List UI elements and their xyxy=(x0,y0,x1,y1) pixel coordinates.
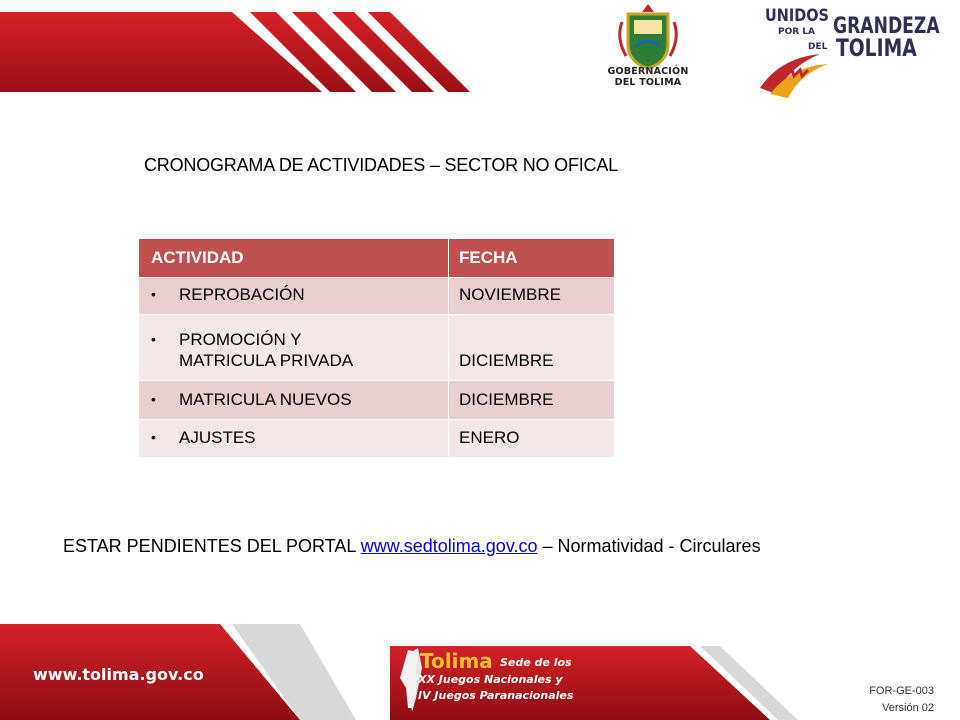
activity-text: MATRICULA NUEVOS xyxy=(179,390,352,409)
footer-juegos-nacionales: XX Juegos Nacionales y xyxy=(418,673,563,686)
por-la-word: POR LA xyxy=(778,27,816,37)
bullet-icon: • xyxy=(151,331,156,347)
grandeza-word: GRANDEZA xyxy=(833,14,940,39)
portal-prefix: ESTAR PENDIENTES DEL PORTAL xyxy=(63,536,361,556)
header-activity: ACTIVIDAD xyxy=(139,239,449,278)
gobernacion-logo-text xyxy=(598,66,698,88)
activity-cell xyxy=(139,381,449,420)
date-cell: DICIEMBRE xyxy=(449,315,615,381)
header-banner xyxy=(0,0,600,100)
header-date: FECHA xyxy=(449,239,615,278)
bullet-icon: • xyxy=(151,391,156,407)
table-row xyxy=(139,315,615,381)
gobernacion-line1: GOBERNACIÓN xyxy=(607,66,689,77)
schedule-table xyxy=(138,238,615,458)
table-header-row xyxy=(139,239,615,278)
date-cell: NOVIEMBRE xyxy=(449,278,615,315)
activity-cell xyxy=(139,278,449,315)
footer-tolima: Tolima xyxy=(420,649,493,673)
tolima-word: TOLIMA xyxy=(836,34,917,62)
unidos-word: UNIDOS xyxy=(765,6,829,26)
form-version: Versión 02 xyxy=(882,702,934,714)
activity-text-line2: MATRICULA PRIVADA xyxy=(179,351,354,370)
bullet-icon: • xyxy=(151,286,156,302)
form-code: FOR-GE-003 xyxy=(869,685,934,697)
bullet-icon: • xyxy=(151,429,156,445)
page-title: CRONOGRAMA DE ACTIVIDADES – SECTOR NO OFICAL xyxy=(144,155,618,175)
portal-notice xyxy=(63,536,761,557)
del-word: DEL xyxy=(808,42,828,52)
footer-juegos-paranacionales: IV Juegos Paranacionales xyxy=(418,689,574,702)
footer-sede: Sede de los xyxy=(500,656,572,669)
document-code xyxy=(869,683,934,717)
activity-cell xyxy=(139,315,449,381)
table-row xyxy=(139,278,615,315)
gobernacion-line2: DEL TOLIMA xyxy=(614,77,682,88)
footer-site-link[interactable]: www.tolima.gov.co xyxy=(33,665,204,684)
activity-text: REPROBACIÓN xyxy=(179,285,305,304)
table-row xyxy=(139,381,615,420)
date-cell: DICIEMBRE xyxy=(449,381,615,420)
portal-suffix: – Normatividad - Circulares xyxy=(537,536,761,556)
activity-text: AJUSTES xyxy=(179,428,256,447)
portal-link[interactable]: www.sedtolima.gov.co xyxy=(360,536,538,556)
table-row xyxy=(139,420,615,458)
date-cell: ENERO xyxy=(449,420,615,458)
activity-text: PROMOCIÓN Y xyxy=(179,330,302,349)
activity-cell xyxy=(139,420,449,458)
